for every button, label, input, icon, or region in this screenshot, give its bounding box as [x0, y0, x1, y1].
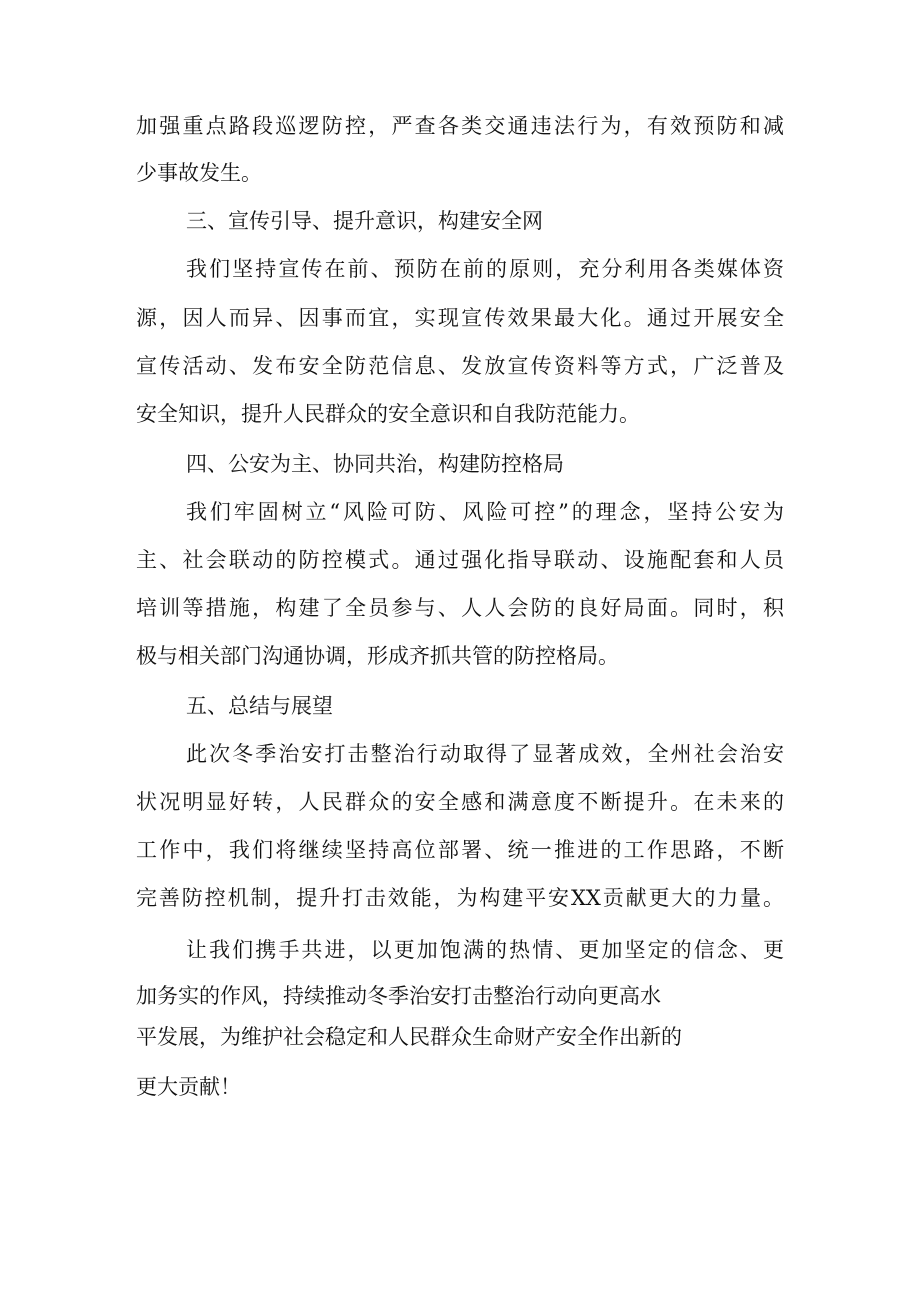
paragraph-line: 加强重点路段巡逻防控，严查各类交通违法行为，有效预防和减 — [136, 114, 784, 138]
paragraph-line: 源，因人而异、因事而宜，实现宣传效果最大化。通过开展安全 — [136, 306, 784, 330]
paragraph-line: 加务实的作风，持续推动冬季治安打击整治行动向更高水 — [136, 984, 661, 1008]
section-heading: 三、宣传引导、提升意识，构建安全网 — [186, 209, 543, 233]
paragraph-line: 更大贡献！ — [136, 1075, 241, 1099]
paragraph-line: 完善防控机制，提升打击效能，为构建平安XX贡献更大的力量。 — [136, 886, 784, 910]
paragraph-line: 我们坚持宣传在前、预防在前的原则，充分利用各类媒体资 — [186, 257, 784, 281]
paragraph-line: 培训等措施，构建了全员参与、人人会防的良好局面。同时，积 — [136, 596, 784, 620]
paragraph-line: 我们牢固树立“风险可防、风险可控”的理念，坚持公安为 — [186, 500, 784, 524]
paragraph-line: 此次冬季治安打击整治行动取得了显著成效，全州社会治安 — [186, 742, 784, 766]
section-heading: 四、公安为主、协同共治，构建防控格局 — [186, 452, 564, 476]
paragraph-line: 工作中，我们将继续坚持高位部署、统一推进的工作思路，不断 — [136, 838, 784, 862]
paragraph-line: 宣传活动、发布安全防范信息、发放宣传资料等方式，广泛普及 — [136, 354, 784, 378]
paragraph-line: 让我们携手共进，以更加饱满的热情、更加坚定的信念、更 — [186, 938, 784, 962]
paragraph-line: 平发展，为维护社会稳定和人民群众生命财产安全作出新的 — [136, 1025, 682, 1049]
paragraph-line: 少事故发生。 — [136, 161, 262, 185]
paragraph-line: 状况明显好转，人民群众的安全感和满意度不断提升。在未来的 — [136, 790, 784, 814]
paragraph-line: 安全知识，提升人民群众的安全意识和自我防范能力。 — [136, 402, 640, 426]
paragraph-line: 主、社会联动的防控模式。通过强化指导联动、设施配套和人员 — [136, 548, 784, 572]
section-heading: 五、总结与展望 — [186, 694, 333, 718]
paragraph-line: 极与相关部门沟通协调，形成齐抓共管的防控格局。 — [136, 644, 619, 668]
